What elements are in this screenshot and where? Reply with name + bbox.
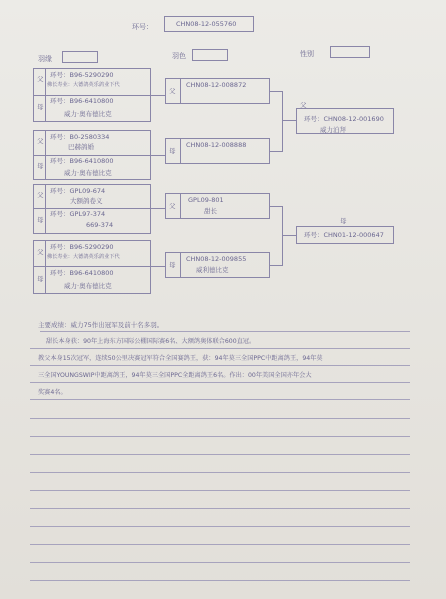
sire-label-5: 父 bbox=[37, 191, 44, 199]
gs-ring: 环号：GPL09-674 bbox=[50, 187, 106, 195]
sex-field bbox=[330, 46, 370, 58]
gs-name: 669-374 bbox=[86, 221, 114, 229]
name-label: 羽缘 bbox=[38, 55, 52, 63]
gs-name: 威力·奥布德比克 bbox=[64, 282, 112, 290]
sire-ring: CHN08-12-008872 bbox=[186, 81, 247, 89]
dam-sire-name: 甜长 bbox=[204, 207, 217, 215]
sex-label: 性别 bbox=[300, 50, 314, 58]
feather-label: 羽色 bbox=[172, 52, 186, 60]
dam-label-1: 母 bbox=[37, 103, 44, 111]
gs-ring: 环号：B96-6410800 bbox=[50, 269, 114, 277]
gs-ring: 环号：B96-5290290 bbox=[50, 243, 114, 251]
gs-name: 威力·奥布德比克 bbox=[64, 169, 112, 177]
dam-label-8: 母 bbox=[340, 217, 347, 225]
father-name: 威力泊拜 bbox=[320, 126, 346, 134]
dam-sire-ring: GPL09-801 bbox=[188, 196, 224, 204]
sire-label-7: 父 bbox=[169, 202, 176, 210]
gs-name: 威力·奥布德比克 bbox=[64, 110, 112, 118]
dam-label-6: 母 bbox=[37, 275, 44, 283]
father-ring: 环号：CHN08-12-001690 bbox=[304, 115, 384, 123]
notes-line-4: 奖赛4名。 bbox=[38, 389, 67, 396]
gs-name: 巴赫鸽婚 bbox=[68, 143, 94, 151]
notes-line-2: 教父本身15次冠军，连续50公里决赛冠军符合全国赛鸽王，获：94年莫三全国PPC中距离鸽王，94年莫 bbox=[38, 355, 323, 362]
sire-label-1: 父 bbox=[37, 75, 44, 83]
notes-line-1: 甜长本身获：90年上海东方国际公棚国际赛6名、大额鸽奥体联合600直冠。 bbox=[46, 338, 256, 345]
ring-value: CHN08-12-055760 bbox=[176, 20, 237, 28]
name-field bbox=[62, 51, 98, 63]
gs-name: 大额鸽卷义 bbox=[70, 197, 103, 205]
gs-note: 佛长寿业：大德鸽英乐鸽业下代 bbox=[47, 254, 120, 260]
mother-ring: 环号：CHN01-12-000647 bbox=[304, 231, 384, 239]
dam-dam-ring: CHN08-12-009855 bbox=[186, 255, 247, 263]
notes-line-3: 三全国YOUNGSWIP中距离鸽王，94年莫三全国PPC全距离鸽王6名。作出：00年美国全国亦年会大 bbox=[38, 372, 312, 379]
sire-label-2: 父 bbox=[37, 137, 44, 145]
dam-ring: CHN08-12-008888 bbox=[186, 141, 247, 149]
sire-label-4: 父 bbox=[300, 101, 307, 109]
ring-label: 环号： bbox=[132, 23, 153, 31]
dam-dam-name: 威利德比克 bbox=[196, 266, 229, 274]
gs-note: 佛长寿业：大德鸽英乐鸽业下代 bbox=[47, 82, 120, 88]
dam-label-3: 母 bbox=[169, 147, 176, 155]
gs-ring: 环号：B96-6410800 bbox=[50, 97, 114, 105]
notes-line-0: 主要成绩：威力75作出冠军及前十名多羽。 bbox=[38, 321, 164, 329]
dam-label-7: 母 bbox=[169, 261, 176, 269]
gs-ring: 环号：B0-2580334 bbox=[50, 133, 110, 141]
sire-label-6: 父 bbox=[37, 248, 44, 256]
sire-label-3: 父 bbox=[169, 87, 176, 95]
gs-ring: 环号：B96-6410800 bbox=[50, 157, 114, 165]
dam-label-2: 母 bbox=[37, 162, 44, 170]
feather-field bbox=[192, 49, 228, 61]
gs-ring: 环号：B96-5290290 bbox=[50, 71, 114, 79]
dam-label-5: 母 bbox=[37, 216, 44, 224]
gs-ring: 环号：GPL97-374 bbox=[50, 210, 106, 218]
